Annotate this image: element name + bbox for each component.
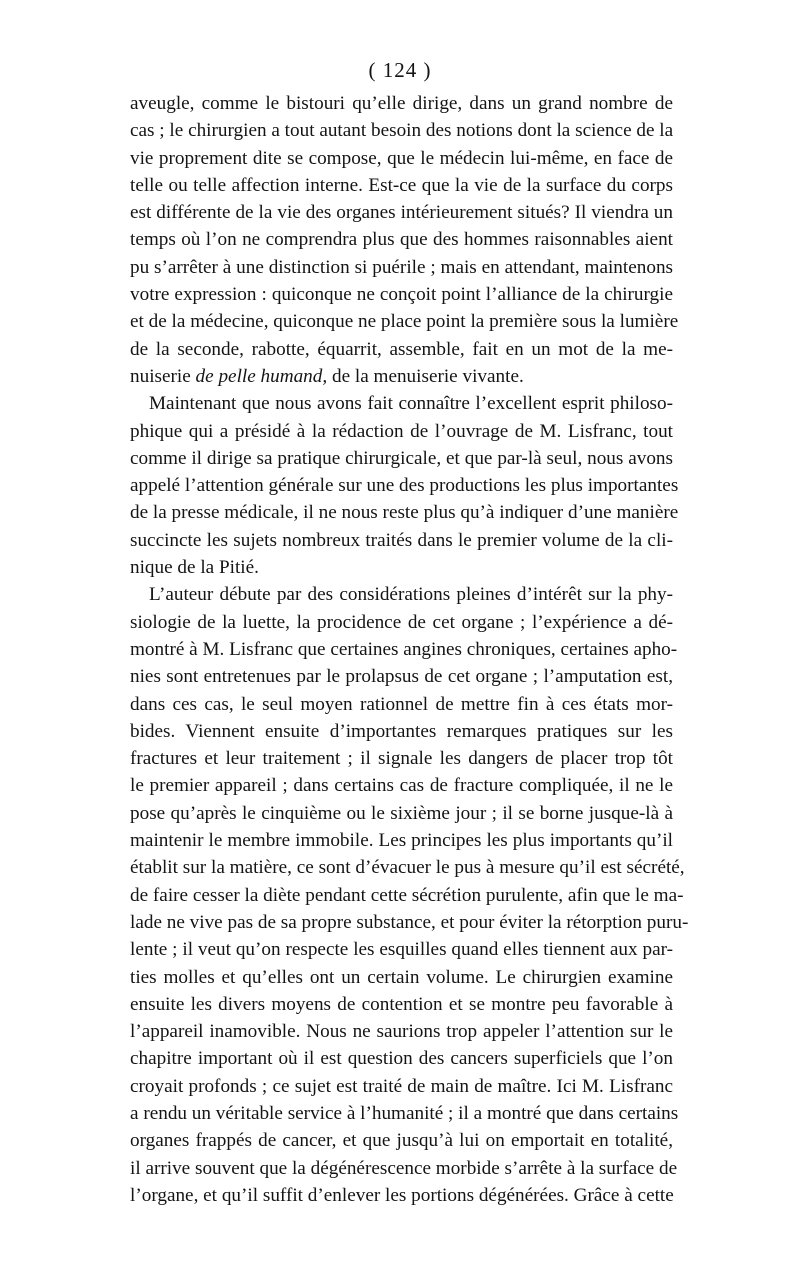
text-line: vie proprement dite se compose, que le médecin lui-même, en face de: [130, 147, 673, 169]
text-line: nies sont entretenues par le prolapsus de cet organe ; l’amputation est,: [130, 666, 673, 688]
text-line: de la seconde, rabotte, équarrit, assemble, fait en un mot de la me-: [130, 338, 673, 360]
text-segment: de la menuiserie vivante.: [327, 365, 524, 387]
text-line: lade ne vive pas de sa propre substance, et pour éviter la rétorption puru-: [130, 911, 689, 933]
italic-phrase: de pelle humand,: [195, 365, 328, 387]
text-line: comme il dirige sa pratique chirurgicale, et que par-là seul, nous avons: [130, 447, 673, 469]
text-line: est différente de la vie des organes intérieurement situés? Il viendra un: [130, 202, 673, 224]
text-line: temps où l’on ne comprendra plus que des hommes raisonnables aient: [130, 229, 673, 251]
text-line: croyait profonds ; ce sujet est traité de main de maître. Ici M. Lisfranc: [130, 1075, 673, 1097]
text-line: maintenir le membre immobile. Les principes les plus importants qu’il: [130, 830, 673, 852]
text-line: organes frappés de cancer, et que jusqu’à lui on emportait en totalité,: [130, 1130, 673, 1152]
text-line: chapitre important où il est question des cancers superficiels que l’on: [130, 1048, 673, 1070]
text-segment: nuiserie: [130, 365, 196, 387]
text-line: [130, 363, 673, 390]
text-line: ties molles et qu’elles ont un certain volume. Le chirurgien examine: [130, 966, 673, 988]
text-line: dans ces cas, le seul moyen rationnel de mettre fin à ces états mor-: [130, 693, 673, 715]
page-number: ( 124 ): [368, 58, 432, 82]
text-line: nique de la Pitié.: [130, 557, 259, 579]
text-line: ensuite les divers moyens de contention et se montre peu favorable à: [130, 993, 673, 1015]
text-line: pu s’arrêter à une distinction si puérile ; mais en attendant, maintenons: [130, 256, 673, 278]
text-line: et de la médecine, quiconque ne place point la première sous la lumière: [130, 311, 679, 333]
text-line: L’auteur débute par des considérations pleines d’intérêt sur la phy-: [149, 584, 673, 606]
body-text: [130, 90, 689, 1209]
text-line: l’appareil inamovible. Nous ne saurions trop appeler l’attention sur le: [130, 1021, 673, 1043]
text-line: votre expression : quiconque ne conçoit point l’alliance de la chirurgie: [130, 284, 673, 306]
text-line: Maintenant que nous avons fait connaître l’excellent esprit philoso-: [149, 393, 673, 415]
text-line: établit sur la matière, ce sont d’évacuer le pus à mesure qu’il est sécrété,: [130, 857, 685, 879]
text-line: siologie de la luette, la procidence de cet organe ; l’expérience a dé-: [130, 611, 673, 633]
text-line: telle ou telle affection interne. Est-ce que la vie de la surface du corps: [130, 174, 673, 196]
text-line: de la presse médicale, il ne nous reste plus qu’à indiquer d’une manière: [130, 502, 679, 524]
text-line: bides. Viennent ensuite d’importantes remarques pratiques sur les: [130, 720, 673, 742]
text-line: fractures et leur traitement ; il signale les dangers de placer trop tôt: [130, 748, 673, 770]
text-line: succincte les sujets nombreux traités dans le premier volume de la cli-: [130, 529, 673, 551]
text-line: montré à M. Lisfranc que certaines angines chroniques, certaines apho-: [130, 638, 678, 660]
text-line: le premier appareil ; dans certains cas de fracture compliquée, il ne le: [130, 775, 673, 797]
text-line: appelé l’attention générale sur une des productions les plus importantes: [130, 475, 679, 497]
text-line: cas ; le chirurgien a tout autant besoin des notions dont la science de la: [130, 120, 674, 142]
text-line: il arrive souvent que la dégénérescence morbide s’arrête à la surface de: [130, 1157, 678, 1179]
text-line: lente ; il veut qu’on respecte les esquilles quand elles tiennent aux par-: [130, 939, 673, 961]
text-line: a rendu un véritable service à l’humanité ; il a montré que dans certains: [130, 1102, 679, 1124]
text-line: phique qui a présidé à la rédaction de l’ouvrage de M. Lisfranc, tout: [130, 420, 673, 442]
text-line: pose qu’après le cinquième ou le sixième jour ; il se borne jusque-là à: [130, 802, 673, 824]
text-line: l’organe, et qu’il suffit d’enlever les portions dégénérées. Grâce à cette: [130, 1184, 674, 1206]
text-line: aveugle, comme le bistouri qu’elle dirige, dans un grand nombre de: [130, 93, 673, 114]
text-line: de faire cesser la diète pendant cette sécrétion purulente, afin que le ma-: [130, 884, 684, 906]
